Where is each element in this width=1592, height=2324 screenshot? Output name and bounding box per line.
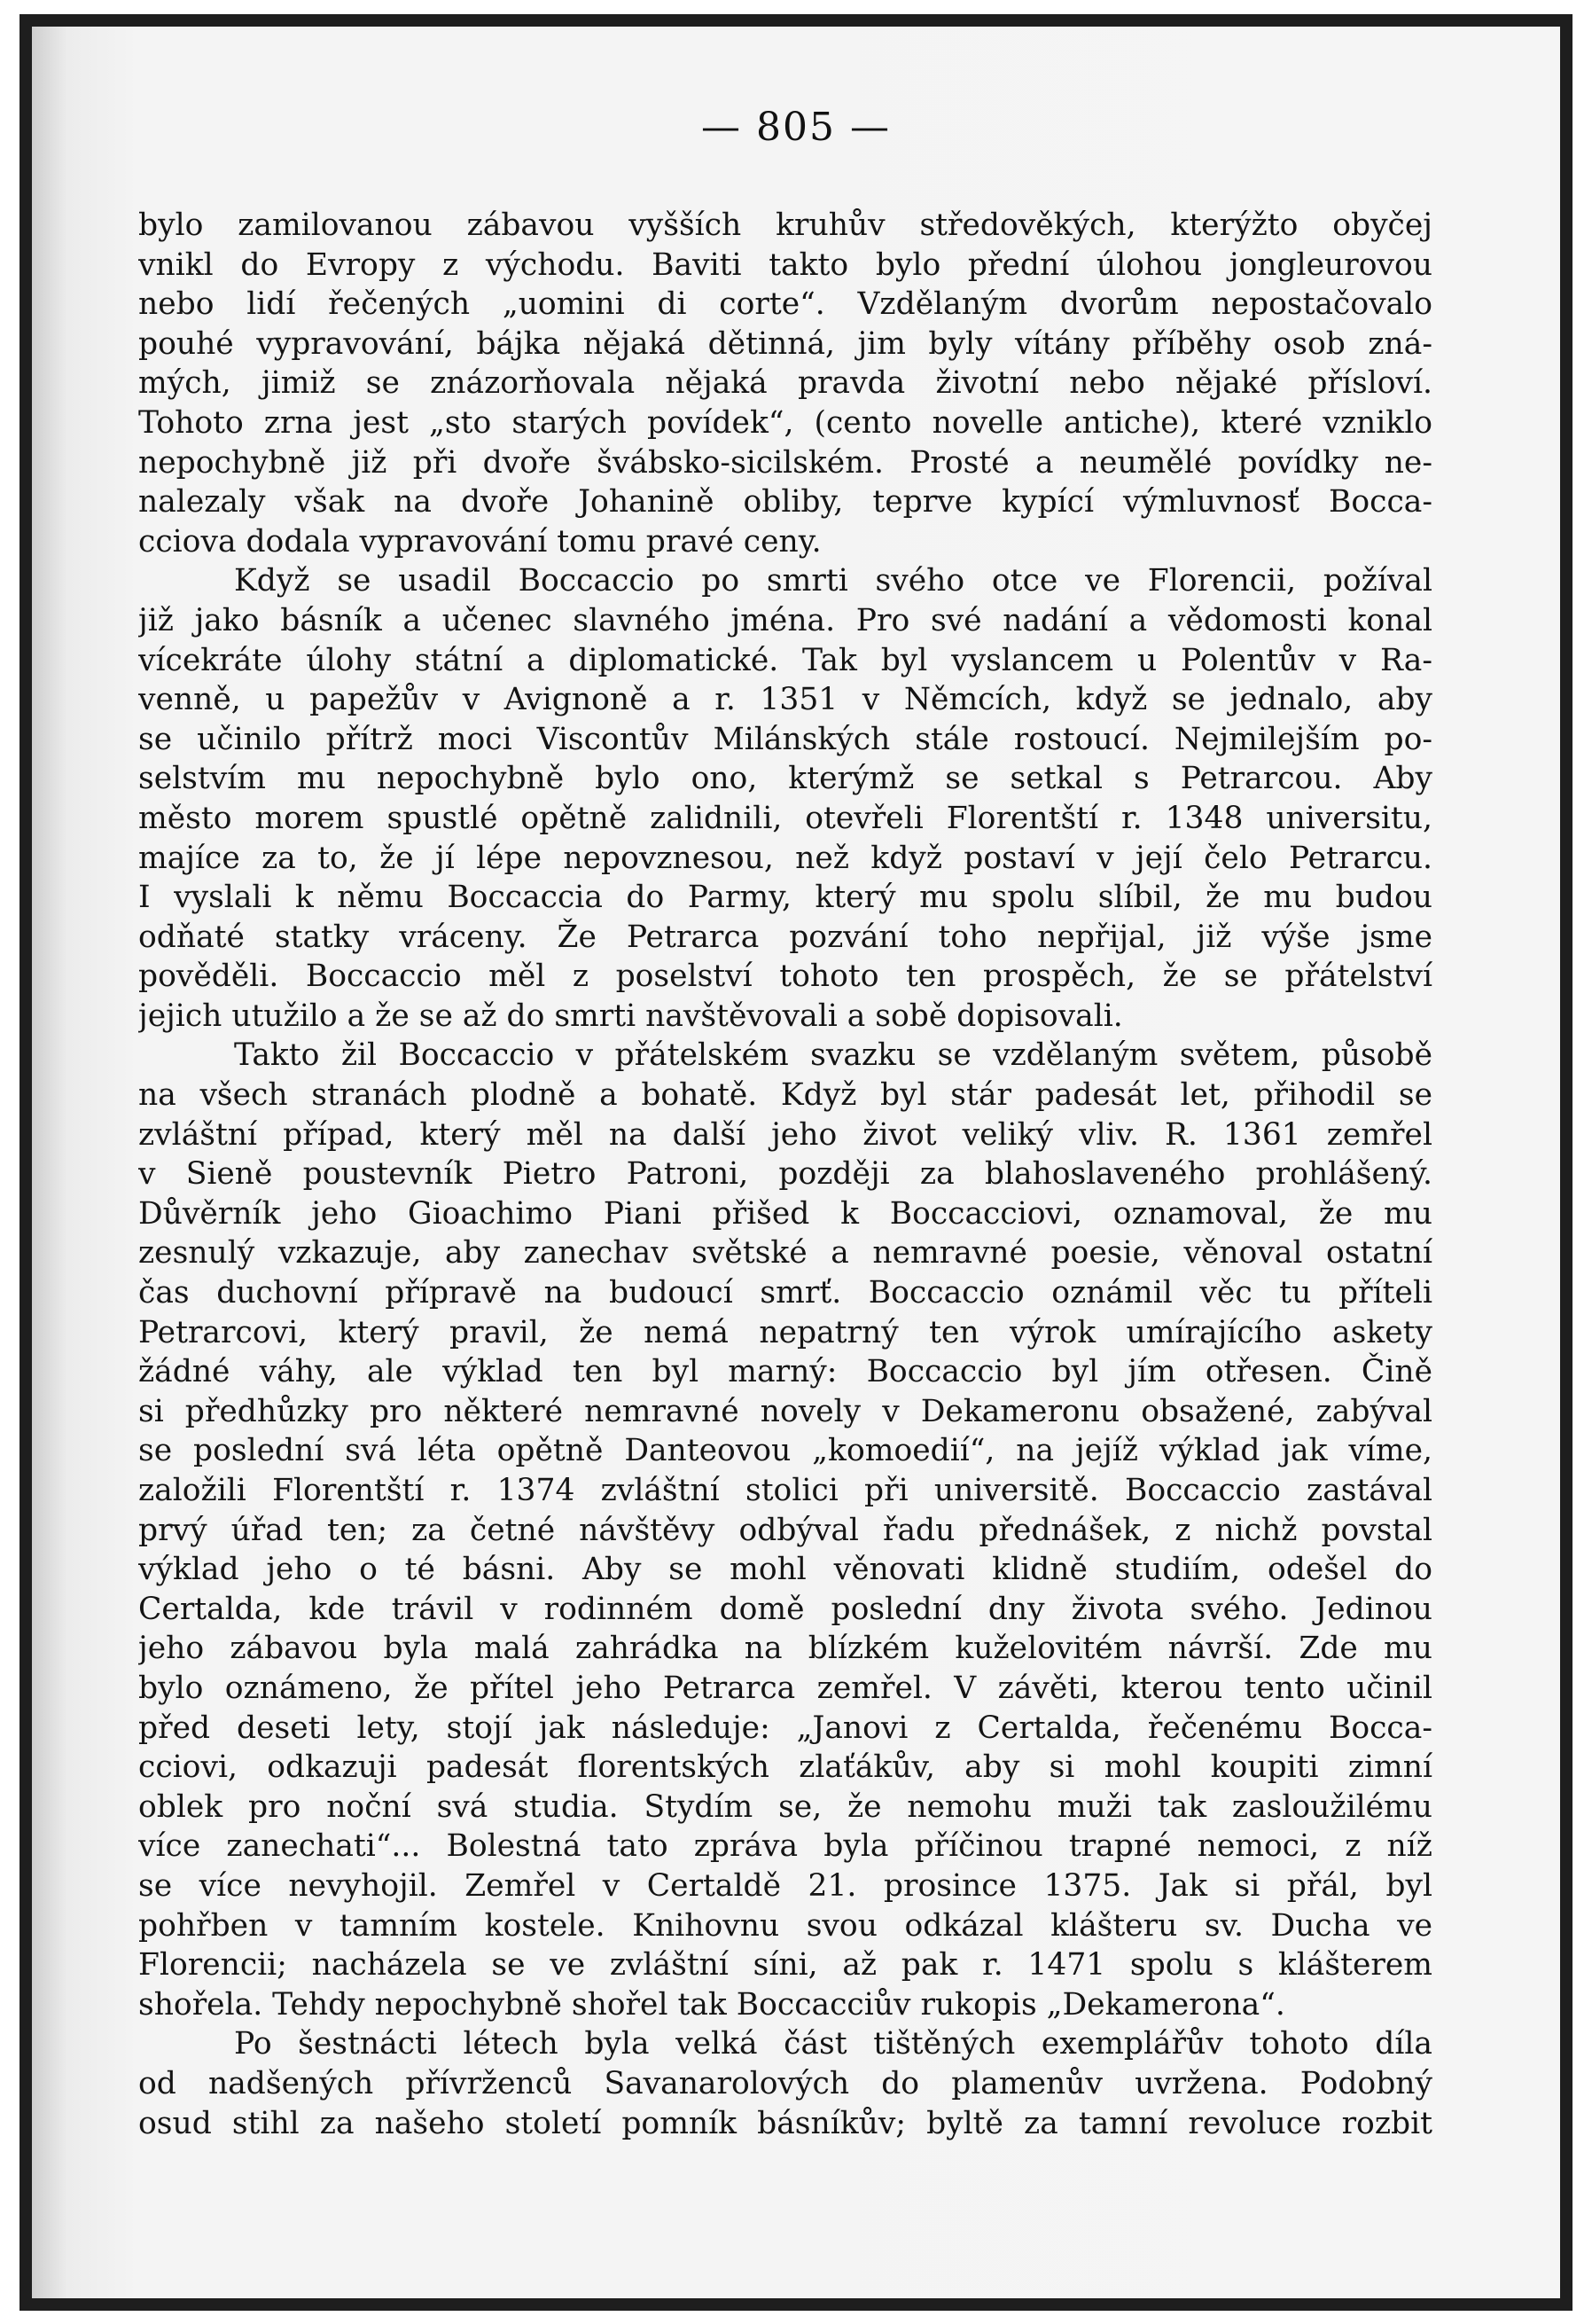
text-line: cciovi, odkazuji padesát florentských zlaťákův, aby si mohl koupiti zimní [138, 1749, 1432, 1786]
text-line: odňaté statky vráceny. Že Petrarca pozvání toho nepřijal, již výše jsme [138, 919, 1432, 955]
text-line: Florencii; nacházela se ve zvláštní síni, až pak r. 1471 spolu s klášterem [138, 1947, 1432, 1984]
text-line: prvý úřad ten; za četné návštěvy odbýval řadu přednášek, z nichž povstal [138, 1512, 1432, 1548]
text-line: osud stihl za našeho století pomník básníkův; byltě za tamní revoluce rozbit [138, 2105, 1432, 2141]
text-line: si předhůzky pro některé nemravné novely v Dekameronu obsažené, zabýval [138, 1393, 1432, 1429]
text-line: oblek pro noční svá studia. Stydím se, že nemohu muži tak zasloužilému [138, 1788, 1432, 1825]
page-number: — 805 — [701, 105, 891, 150]
text-line: zesnulý vzkazuje, aby zanechav světské a nemravné poesie, věnoval ostatní [138, 1235, 1432, 1272]
text-line: vícekráte úlohy státní a diplomatické. Tak byl vyslancem u Polentův v Ra- [138, 642, 1432, 678]
text-line: před deseti lety, stojí jak následuje: „Janovi z Certalda, řečenému Bocca- [138, 1710, 1432, 1746]
text-line: se více nevyhojil. Zemřel v Certaldě 21. prosince 1375. Jak si přál, byl [138, 1867, 1432, 1904]
paragraph-first-line: Takto žil Boccaccio v přátelském svazku se vzdělaným světem, působě [234, 1037, 1432, 1074]
text-line: nebo lidí řečených „uomini di corte“. Vzdělaným dvorům nepostačovalo [138, 286, 1432, 323]
text-line: pověděli. Boccaccio měl z poselství tohoto ten prospěch, že se přátelství [138, 959, 1432, 995]
text-line: čas duchovní přípravě na budoucí smrť. Boccaccio oznámil věc tu příteli [138, 1275, 1432, 1311]
text-line: bylo oznámeno, že přítel jeho Petrarca zemřel. V závěti, kterou tento učinil [138, 1670, 1432, 1706]
text-line: Petrarcovi, který pravil, že nemá nepatrný ten výrok umírajícího askety [138, 1314, 1432, 1350]
text-line: Důvěrník jeho Gioachimo Piani přišed k Boccacciovi, oznamoval, že mu [138, 1195, 1432, 1232]
text-line: výklad jeho o té básni. Aby se mohl věnovati klidně studiím, odešel do [138, 1552, 1432, 1588]
text-line: založili Florentští r. 1374 zvláštní stolici při universitě. Boccaccio zastával [138, 1473, 1432, 1508]
paragraph-first-line: Když se usadil Boccaccio po smrti svého otce ve Florencii, požíval [234, 563, 1432, 599]
text-line: majíce za to, že jí lépe nepovznesou, než když postaví v její čelo Petrarcu. [138, 840, 1432, 876]
text-line: již jako básník a učenec slavného jména. Pro své nadání a vědomosti konal [138, 602, 1432, 638]
text-line: v Sieně poustevník Pietro Patroni, později za blahoslaveného prohlášený. [138, 1156, 1432, 1193]
text-line: žádné váhy, ale výklad ten byl marný: Boccaccio byl jím otřesen. Čině [138, 1354, 1432, 1390]
paragraph-first-line: Po šestnácti létech byla velká část tištěných exemplářův tohoto díla [234, 2026, 1432, 2062]
text-line: jejich utužilo a že se až do smrti navštěvovali a sobě dopisovali. [138, 998, 1123, 1034]
text-line: se poslední svá léta opětně Danteovou „komoedií“, na jejíž výklad jak víme, [138, 1433, 1432, 1469]
text-line: na všech stranách plodně a bohatě. Když byl stár padesát let, přihodil se [138, 1077, 1432, 1114]
text-line: pouhé vypravování, bájka nějaká dětinná, jim byly vítány příběhy osob zná- [138, 325, 1432, 362]
text-line: nalezaly však na dvoře Johanině obliby, teprve kypící výmluvnosť Bocca- [138, 484, 1432, 520]
text-line: se učinilo přítrž moci Viscontův Milánských stále rostoucí. Nejmilejším po- [138, 721, 1432, 757]
text-line: cciova dodala vypravování tomu pravé ceny. [138, 523, 822, 559]
text-line: venně, u papežův v Avignoně a r. 1351 v Němcích, když se jednalo, aby [138, 682, 1432, 718]
text-line: nepochybně již při dvoře švábsko-sicilském. Prosté a neumělé povídky ne- [138, 444, 1432, 481]
text-line: vnikl do Evropy z východu. Baviti takto bylo přední úlohou jongleurovou [138, 246, 1432, 283]
text-line: I vyslali k němu Boccaccia do Parmy, který mu spolu slíbil, že mu budou [138, 880, 1432, 916]
text-line: selstvím mu nepochybně bylo ono, kterýmž se setkal s Petrarcou. Aby [138, 761, 1432, 797]
text-line: pohřben v tamním kostele. Knihovnu svou odkázal klášteru sv. Ducha ve [138, 1907, 1432, 1944]
text-line: zvláštní případ, který měl na další jeho život veliký vliv. R. 1361 zemřel [138, 1116, 1432, 1153]
text-line: shořela. Tehdy nepochybně shořel tak Boccacciův rukopis „Dekamerona“. [138, 1986, 1285, 2023]
text-line: bylo zamilovanou zábavou vyšších kruhův středověkých, kterýžto obyčej [138, 207, 1432, 243]
body-text [138, 206, 1432, 2143]
text-line: Tohoto zrna jest „sto starých povídek“, (cento novelle antiche), které vzniklo [138, 404, 1432, 441]
text-line: více zanechati“... Bolestná tato zpráva byla příčinou trapné nemoci, z níž [138, 1828, 1432, 1865]
text-line: jeho zábavou byla malá zahrádka na blízkém kuželovitém návrší. Zde mu [138, 1631, 1432, 1667]
text-line: mých, jimiž se znázorňovala nějaká pravda životní nebo nějaké přísloví. [138, 365, 1432, 402]
text-line: Certalda, kde trávil v rodinném domě poslední dny života svého. Jedinou [138, 1591, 1432, 1627]
text-line: od nadšených přívrženců Savanarolových do plamenův uvržena. Podobný [138, 2065, 1432, 2101]
text-line: město morem spustlé opětně zalidnili, otevřeli Florentští r. 1348 universitu, [138, 800, 1432, 836]
